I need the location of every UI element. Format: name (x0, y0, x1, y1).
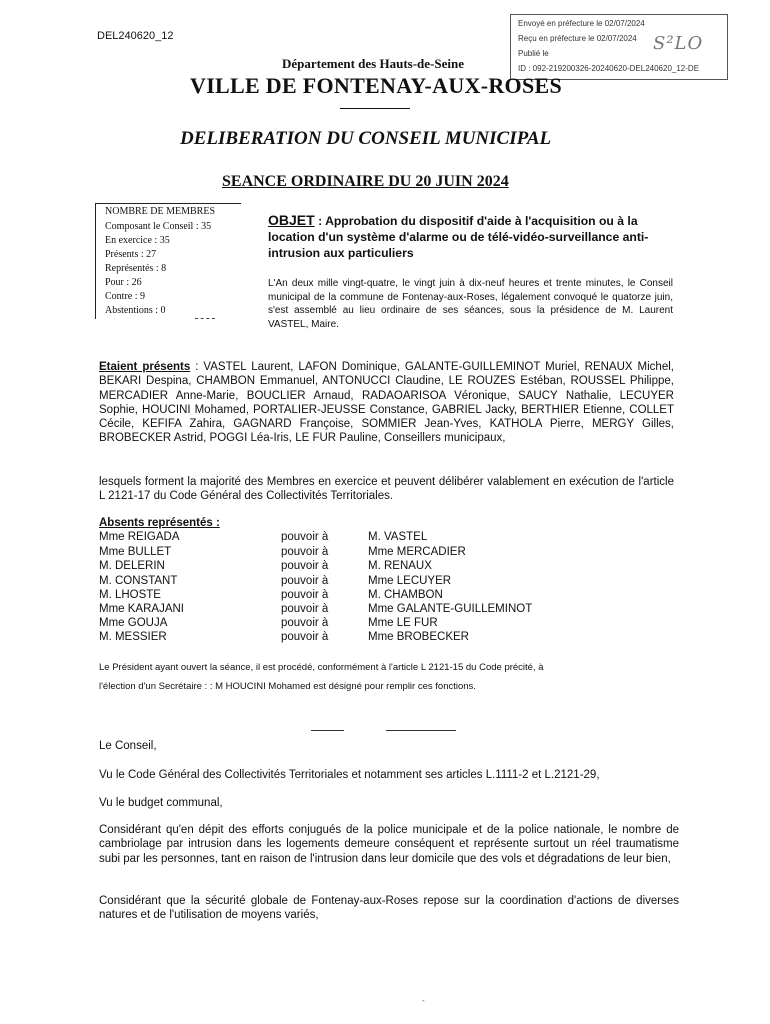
deliberation-heading: DELIBERATION DU CONSEIL MUNICIPAL (180, 128, 552, 149)
heading-divider (340, 108, 410, 109)
president-paragraph: Le Président ayant ouvert la séance, il est procédé, conformément à l'article L 2121-15 du Code précité, à (99, 662, 544, 673)
membres-row: En exercice : 35 (105, 235, 170, 246)
absent-proxy: Mme BROBECKER (368, 631, 469, 643)
absent-proxy: M. CHAMBON (368, 589, 443, 601)
membres-row: Pour : 26 (105, 277, 142, 288)
absent-proxy: M. VASTEL (368, 531, 428, 543)
section-divider (311, 730, 344, 731)
presents-list: : VASTEL Laurent, LAFON Dominique, GALANTE-GUILLEMINOT Muriel, RENAUX Michel, BEKARI Despina, CHAMBON Emmanuel, ANTONUCCI Claudine, LE ROUZES Estéban, ROUSSEL Philippe, MERCADIER Anne-Marie, BOUCLIER Arnaud, RADAOARISOA Véronique, SAUCY Nathalie, LECUYER Sophie, HOUCINI Mohamed, PORTALIER-JEUSSE Constance, GABRIEL Jacky, BERTHIER Etienne, COLLET Cécile, KEFIFA Zahira, GAGNARD Françoise, SOMMIER Jean-Yves, KATHOLA Pierre, MERGY Gilles, BROBECKER Astrid, POGGI Léa-Iris, LE FUR Pauline, Conseillers municipaux, (99, 361, 674, 445)
absent-pouvoir: pouvoir à (281, 631, 329, 643)
absent-name: Mme GOUJA (99, 617, 168, 629)
ville-heading: VILLE DE FONTENAY-AUX-ROSES (190, 73, 563, 98)
objet-label: OBJET (268, 212, 315, 228)
considerant-paragraph: Considérant qu'en dépit des efforts conjugués de la police municipale et de la police nationale, le nombre de cambriolage par intrusion dans les logements demeure conséquent et représente surtout un réel traumatisme subi par les personnes, tant en raison de l'intrusion dans leur domicile que des vols et dégradations de leur bien, (99, 824, 679, 865)
absent-name: M. CONSTANT (99, 575, 178, 587)
departement-heading: Département des Hauts-de-Seine (282, 56, 464, 71)
absent-proxy: Mme LECUYER (368, 575, 452, 587)
objet-text: : Approbation du dispositif d'aide à l'acquisition ou à la location d'un système d'alarme ou de télé-vidéo-surveillance anti-intrusion aux particuliers (268, 214, 649, 260)
absent-name: Mme KARAJANI (99, 603, 184, 615)
absent-proxy: M. RENAUX (368, 560, 432, 572)
stamp-envoye: Envoyé en préfecture le 02/07/2024 (518, 19, 645, 28)
absent-pouvoir: pouvoir à (281, 560, 329, 572)
prefecture-stamp (510, 14, 728, 80)
majorite-paragraph: lesquels forment la majorité des Membres en exercice et peuvent délibérer valablement en exécution de l'article L 2121-17 du Code Général des Collectivités Territoriales. (99, 476, 674, 503)
presents-block (99, 360, 674, 446)
absent-pouvoir: pouvoir à (281, 531, 329, 543)
document-reference: DEL240620_12 (97, 30, 174, 42)
membres-box (95, 203, 241, 319)
absent-name: Mme REIGADA (99, 531, 180, 543)
absent-name: Mme BULLET (99, 546, 172, 558)
absent-proxy: Mme LE FUR (368, 617, 438, 629)
membres-row: Présents : 27 (105, 249, 157, 260)
membres-row: Contre : 9 (105, 291, 145, 302)
membres-row: Représentés : 8 (105, 263, 167, 274)
absent-pouvoir: pouvoir à (281, 546, 329, 558)
stamp-recu: Reçu en préfecture le 02/07/2024 (518, 34, 637, 43)
considerant-paragraph: Considérant que la sécurité globale de Fontenay-aux-Roses repose sur la coordination d'actions de diverses natures et de l'utilisation de moyens variés, (99, 895, 679, 922)
objet-block (268, 212, 673, 261)
stamp-id: ID : 092-219200326-20240620-DEL240620_12-DE (518, 64, 700, 73)
box-divider (195, 318, 215, 319)
absents-title: Absents représentés : (99, 517, 220, 529)
secretaire-paragraph: l'élection d'un Secrétaire : : M HOUCINI Mohamed est désigné pour remplir ces fonctions. (99, 681, 476, 692)
seance-heading: SEANCE ORDINAIRE DU 20 JUIN 2024 (222, 173, 509, 190)
seance-intro: L'An deux mille vingt-quatre, le vingt juin à dix-neuf heures et trente minutes, le Conseil municipal de la commune de Fontenay-aux-Roses, légalement convoqué le quatorze juin, s'est assemblé au lieu ordinaire de ses séances, sous la présidence de M. Laurent VASTEL, Maire. (268, 278, 673, 330)
membres-row: Composant le Conseil : 35 (105, 221, 212, 232)
vu-budget-paragraph: Vu le budget communal, (99, 797, 223, 809)
absent-name: M. MESSIER (99, 631, 167, 643)
conseil-line: Le Conseil, (99, 740, 157, 752)
stamp-publie: Publié le (518, 49, 549, 58)
absent-pouvoir: pouvoir à (281, 575, 329, 587)
membres-row: Abstentions : 0 (105, 305, 166, 316)
absent-pouvoir: pouvoir à (281, 589, 329, 601)
page-marker: - (422, 996, 425, 1005)
absent-pouvoir: pouvoir à (281, 617, 329, 629)
presents-label: Etaient présents (99, 361, 191, 373)
absent-proxy: Mme MERCADIER (368, 546, 466, 558)
absent-pouvoir: pouvoir à (281, 603, 329, 615)
absent-name: M. DELERIN (99, 560, 165, 572)
membres-title: NOMBRE DE MEMBRES (105, 206, 216, 217)
section-divider (386, 730, 456, 731)
absent-name: M. LHOSTE (99, 589, 161, 601)
slo-logo: S²LO (653, 33, 704, 54)
absent-proxy: Mme GALANTE-GUILLEMINOT (368, 603, 533, 615)
vu-code-paragraph: Vu le Code Général des Collectivités Territoriales et notamment ses articles L.1111-2 et L.2121-29, (99, 769, 600, 781)
